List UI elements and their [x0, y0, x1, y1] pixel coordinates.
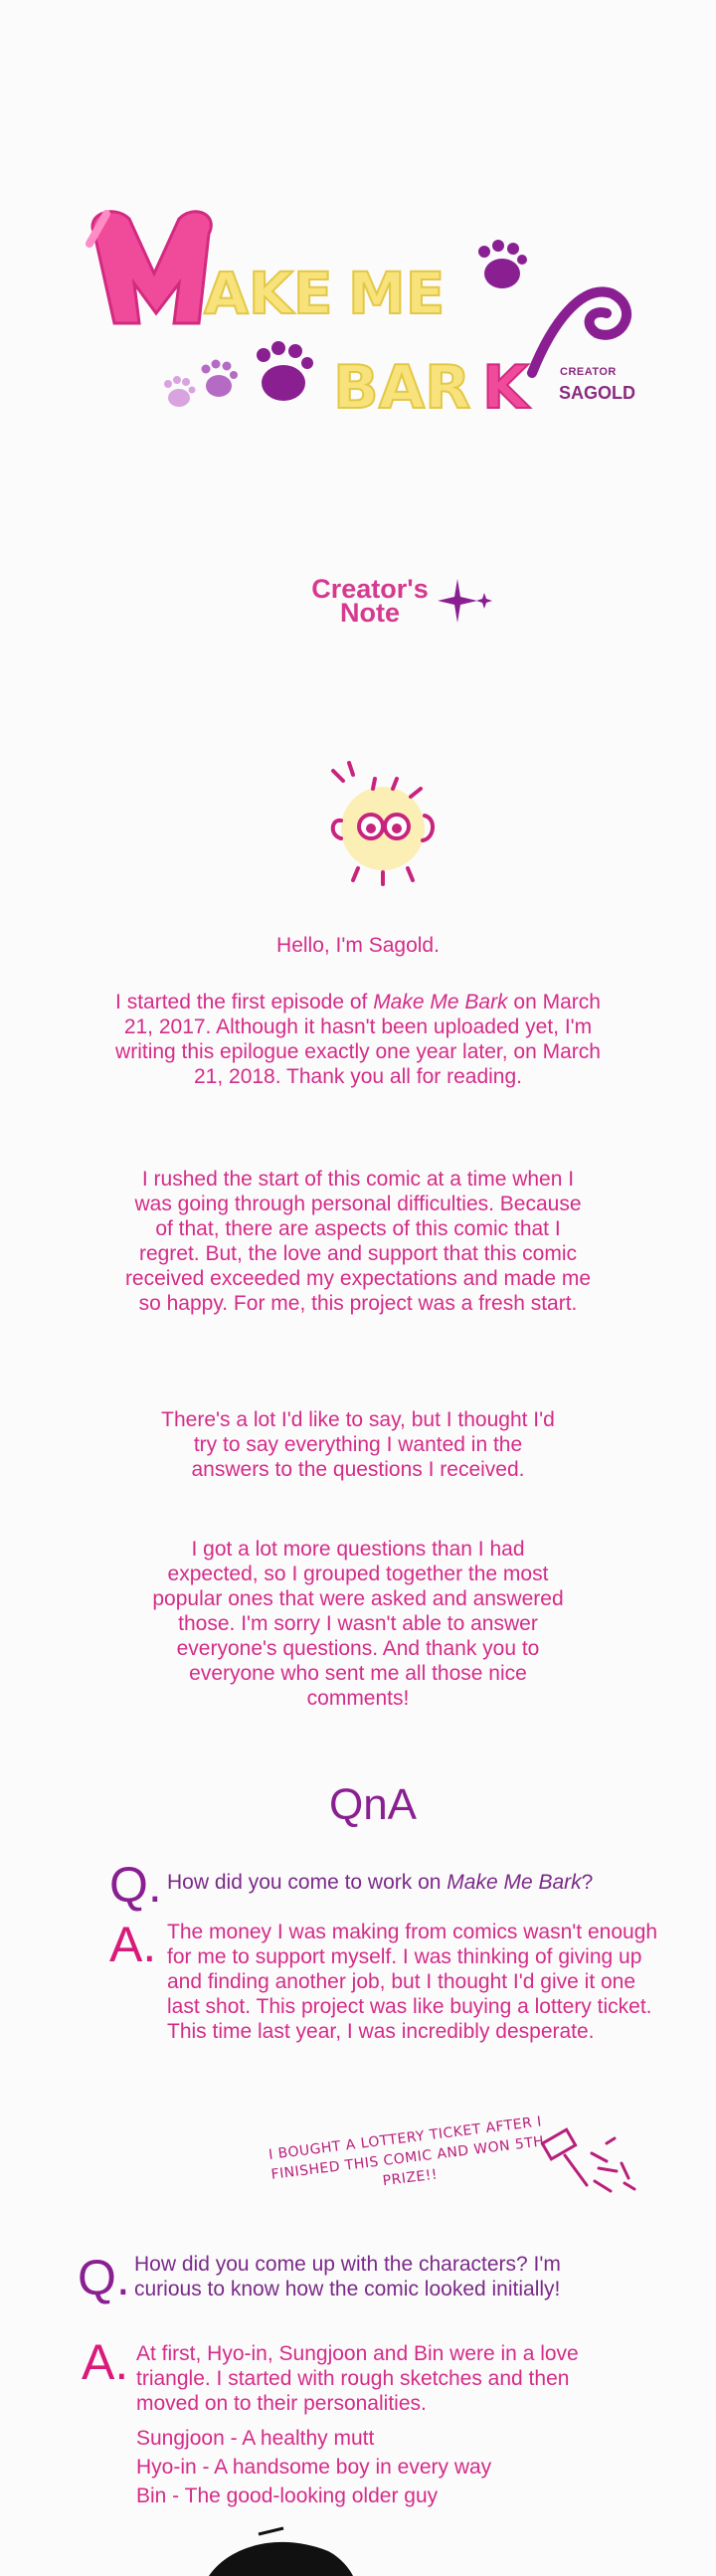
- svg-text:AKE: AKE: [204, 260, 333, 327]
- q1-question-start: How did you come to work on: [167, 1871, 448, 1894]
- note-paragraph-2: I rushed the start of this comic at a time when I was going through personal difficulties. Because of that, there are aspects of this comic that I regret. But, the love and support that this comic received exceeded my expectations and made me so happy. For me, this project was a fresh start.: [124, 1168, 592, 1315]
- q1-comic-title: Make Me Bark: [447, 1871, 582, 1894]
- svg-text:K: K: [482, 353, 529, 423]
- a1-answer: The money I was making from comics wasn't enough for me to support myself. I was thinking of giving up and finding another job, but I thought I'd give it one last shot. This project was like buying a lottery ticket. This time last year, I was incredibly desperate.: [167, 1921, 658, 2043]
- q1-question-end: ?: [581, 1871, 594, 1894]
- note-paragraph-1: [109, 990, 607, 1089]
- note-paragraph-1-start: I started the first episode of: [115, 991, 374, 1013]
- lottery-ticket-scratch-icon: [537, 2123, 646, 2203]
- q1-marker: Q.: [109, 1857, 162, 1913]
- character-list: [136, 2424, 633, 2510]
- svg-text:BAR: BAR: [333, 353, 471, 423]
- sparkle-icon: [438, 577, 497, 627]
- note-paragraph-3: There's a lot I'd like to say, but I thought I'd try to say everything I wanted in the answers to the questions I received.: [161, 1408, 555, 1481]
- logo-letters-bark: [333, 353, 531, 423]
- creators-note-title-line2: Note: [340, 598, 400, 628]
- creators-note-title-line1: Creator's: [311, 574, 429, 604]
- svg-text:ME: ME: [348, 260, 446, 327]
- tail-swirl-icon: [532, 291, 626, 373]
- paw-icon-purple-large: [257, 341, 313, 401]
- creators-note-title: [300, 574, 440, 628]
- logo-letters-ake-me: [204, 260, 445, 327]
- character-item-sungjoon: Sungjoon - A healthy mutt: [136, 2427, 375, 2450]
- make-me-bark-logo: [85, 204, 641, 433]
- q2-marker: Q.: [78, 2250, 130, 2305]
- paw-icon-pale: [164, 376, 196, 407]
- lottery-aside-note: I BOUGHT A LOTTERY TICKET AFTER I FINISHED THIS COMIC AND WON 5TH PRIZE!!: [268, 2114, 546, 2190]
- a2-answer: At first, Hyo-in, Sungjoon and Bin were in a love triangle. I started with rough sketches and then moved on to their personalities.: [136, 2342, 579, 2415]
- q1-question: [167, 1870, 664, 1895]
- character-item-hyo-in: Hyo-in - A handsome boy in every way: [136, 2456, 492, 2479]
- note-paragraph-1-end: on March 21, 2017. Although it hasn't been uploaded yet, I'm writing this epilogue exactly one year later, on March 21, 2018. Thank you all for reading.: [115, 991, 601, 1088]
- q2-question: How did you come up with the characters? I'm curious to know how the comic looked initially!: [134, 2253, 561, 2300]
- logo-letter-m: [90, 212, 211, 323]
- qna-title: QnA: [328, 1780, 418, 1829]
- creator-label: CREATOR: [560, 366, 617, 378]
- a1-marker: A.: [109, 1917, 157, 1972]
- paw-icon-lilac: [202, 360, 239, 398]
- mascot-fluffball-icon: [313, 761, 452, 890]
- comic-title-text: Make Me Bark: [373, 991, 508, 1013]
- paw-icon-purple-top: [478, 240, 527, 288]
- creator-name: SAGOLD: [559, 383, 636, 403]
- note-paragraph-4: I got a lot more questions than I had expected, so I grouped together the most popular ones that were asked and answered those. I'm sorry I wasn't able to answer everyone's questions. And thank you to everyone who sent me all those nice comments!: [152, 1538, 564, 1710]
- character-hair-sketch: [189, 2526, 368, 2576]
- a2-marker: A.: [82, 2334, 129, 2390]
- character-item-bin: Bin - The good-looking older guy: [136, 2484, 439, 2507]
- greeting-text: Hello, I'm Sagold.: [276, 934, 440, 957]
